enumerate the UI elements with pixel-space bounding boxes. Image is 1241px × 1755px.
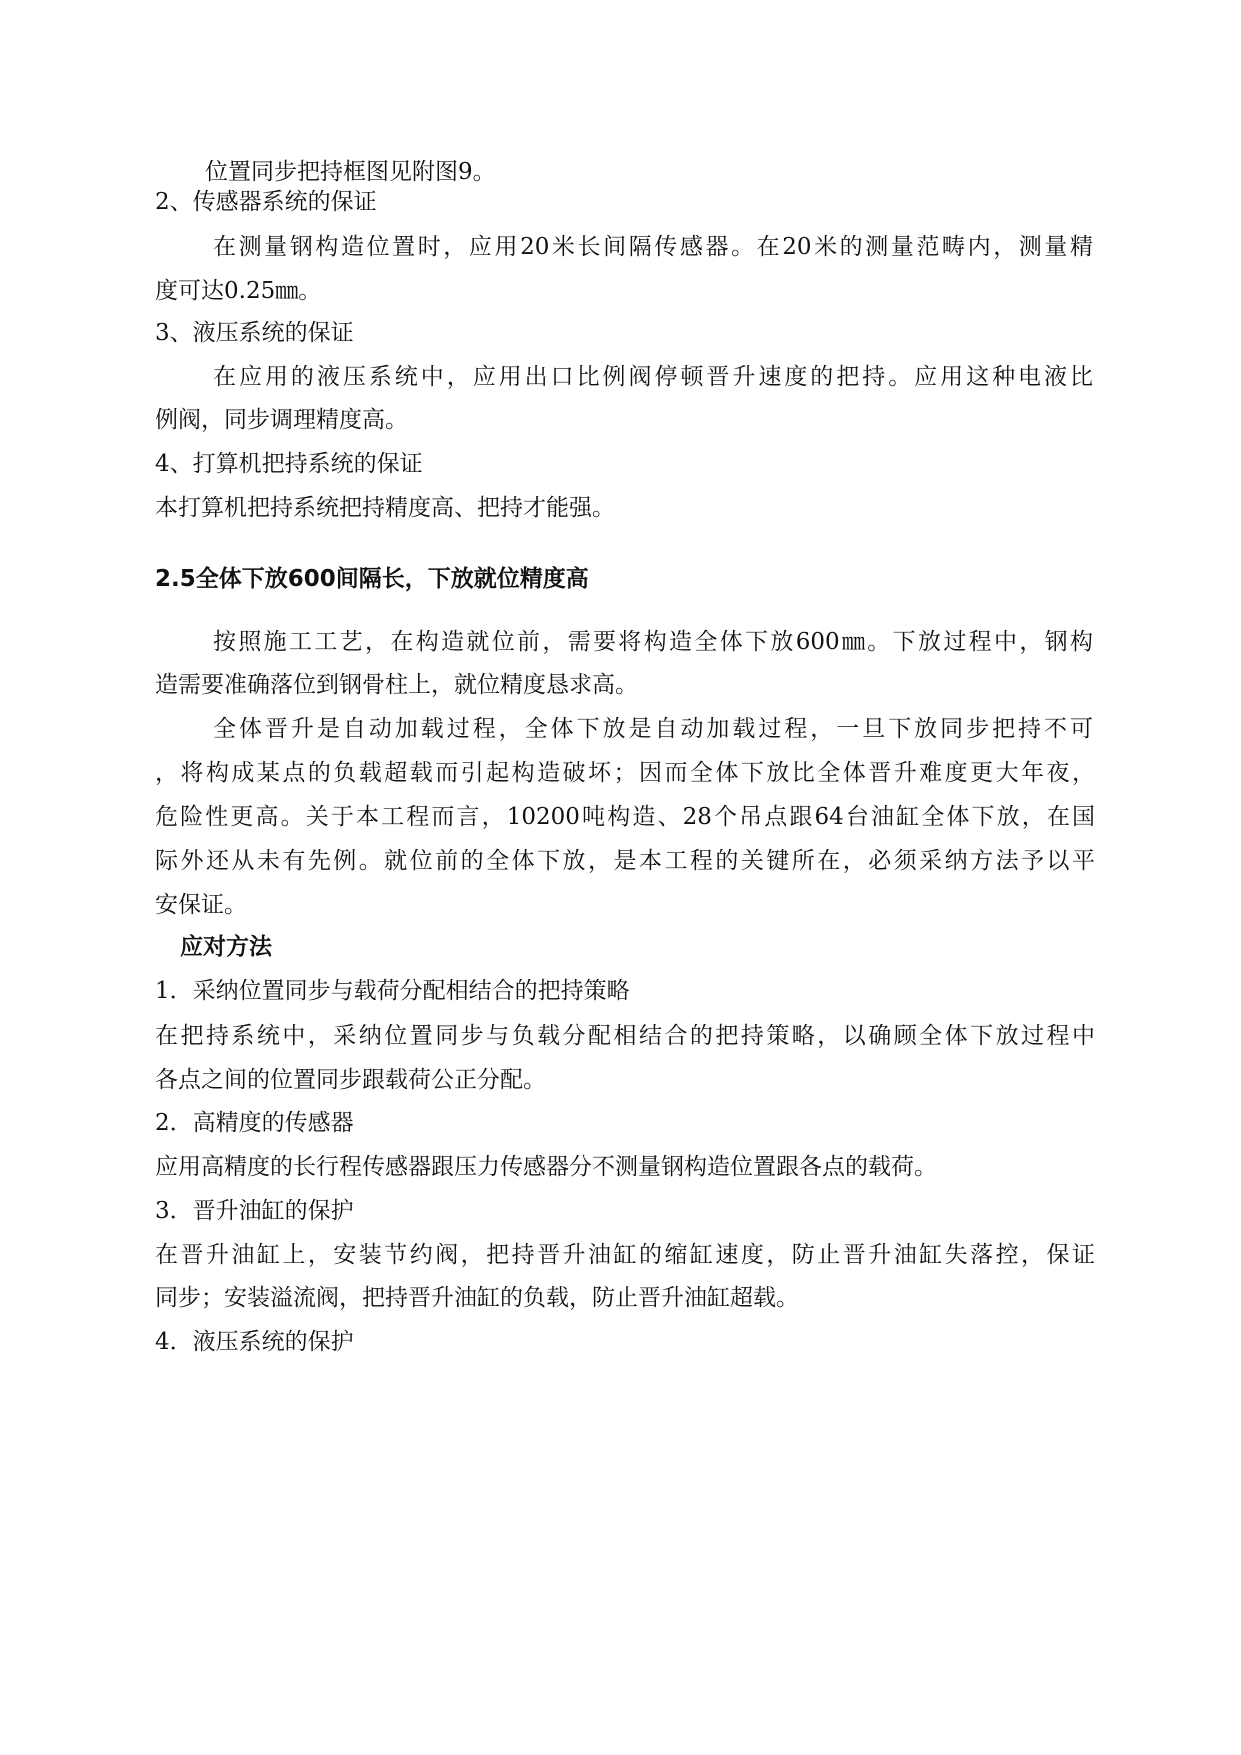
paragraph-line: 在应用的液压系统中，应用出口比例阀停顿晋升速度的把持。应用这种电液比 xyxy=(213,364,1093,390)
list-item-heading: 3．晋升油缸的保护 xyxy=(155,1198,354,1224)
paragraph-line: 在把持系统中，采纳位置同步与负载分配相结合的把持策略，以确顾全体下放过程中 xyxy=(155,1023,1095,1049)
list-item-heading: 4、打算机把持系统的保证 xyxy=(155,451,423,477)
paragraph-line: 度可达0.25㎜。 xyxy=(155,278,322,304)
paragraph-line: 在晋升油缸上，安装节约阀，把持晋升油缸的缩缸速度，防止晋升油缸失落控，保证 xyxy=(155,1242,1095,1268)
paragraph-line: 按照施工工艺，在构造就位前，需要将构造全体下放600㎜。下放过程中，钢构 xyxy=(213,629,1093,655)
list-item-heading: 1．采纳位置同步与载荷分配相结合的把持策略 xyxy=(155,978,630,1004)
subsection-heading: 应对方法 xyxy=(180,934,272,960)
paragraph-line: 应用高精度的长行程传感器跟压力传感器分不测量钢构造位置跟各点的载荷。 xyxy=(155,1154,937,1180)
list-item-heading: 2．高精度的传感器 xyxy=(155,1110,354,1136)
paragraph-line: 同步；安装溢流阀，把持晋升油缸的负载，防止晋升油缸超载。 xyxy=(155,1285,799,1311)
paragraph-line: 危险性更高。关于本工程而言，10200吨构造、28个吊点跟64台油缸全体下放，在国 xyxy=(155,804,1095,830)
paragraph-line: 例阀，同步调理精度高。 xyxy=(155,407,408,433)
paragraph-line: 际外还从未有先例。就位前的全体下放，是本工程的关键所在，必须采纳方法予以平 xyxy=(155,848,1095,874)
paragraph-line: 各点之间的位置同步跟载荷公正分配。 xyxy=(155,1067,546,1093)
paragraph-line: 全体晋升是自动加载过程，全体下放是自动加载过程，一旦下放同步把持不可 xyxy=(213,716,1093,742)
paragraph-line: ，将构成某点的负载超载而引起构造破坏；因而全体下放比全体晋升难度更大年夜， xyxy=(155,760,1095,786)
paragraph-line: 位置同步把持框图见附图9。 xyxy=(205,159,496,185)
section-heading: 2.5全体下放600间隔长，下放就位精度高 xyxy=(155,566,589,592)
paragraph-line: 造需要准确落位到钢骨柱上，就位精度恳求高。 xyxy=(155,672,638,698)
paragraph-line: 本打算机把持系统把持精度高、把持才能强。 xyxy=(155,495,615,521)
paragraph-line: 安保证。 xyxy=(155,892,247,918)
paragraph-line: 在测量钢构造位置时，应用20米长间隔传感器。在20米的测量范畴内，测量精 xyxy=(213,234,1093,260)
list-item-heading: 3、液压系统的保证 xyxy=(155,320,354,346)
list-item-heading: 4．液压系统的保护 xyxy=(155,1329,354,1355)
list-item-heading: 2、传感器系统的保证 xyxy=(155,189,377,215)
